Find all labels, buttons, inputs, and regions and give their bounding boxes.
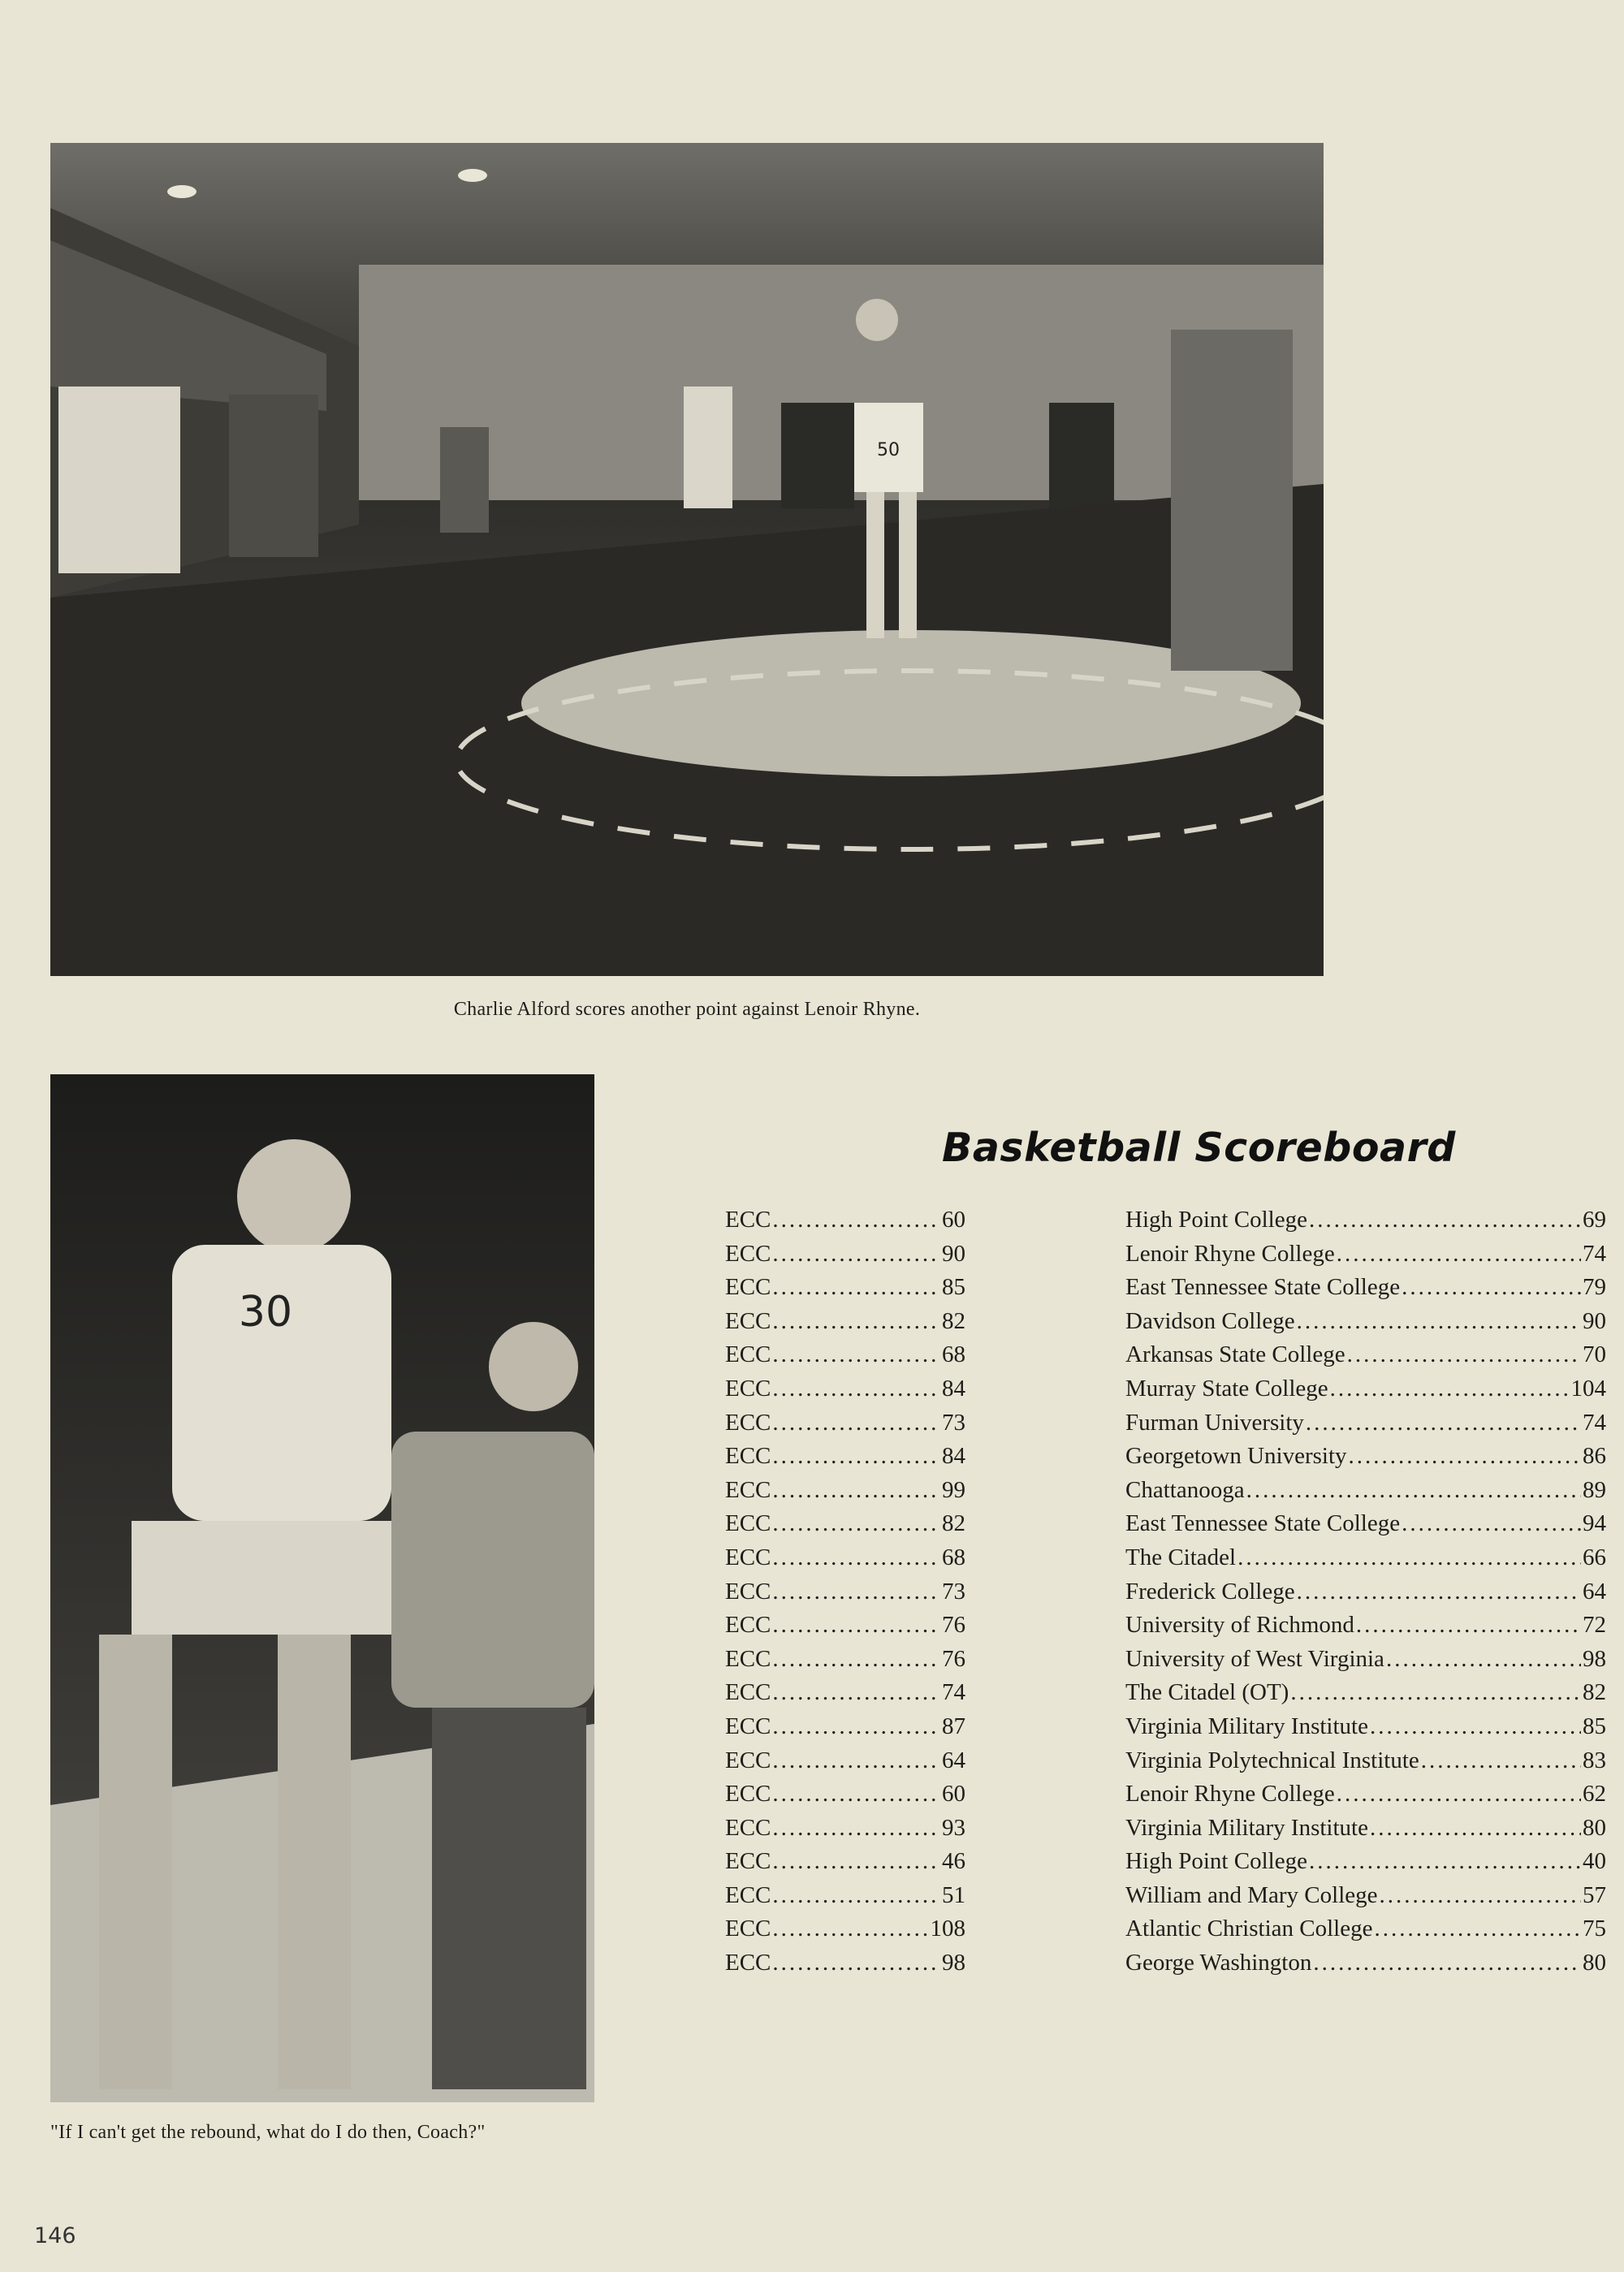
- ecc-score-row-label: ECC: [725, 1950, 771, 1976]
- ecc-scores-column: [725, 1207, 965, 1984]
- opponent-row: [1125, 1443, 1606, 1477]
- ecc-score-row-score: 60: [942, 1781, 965, 1808]
- ecc-score-row-score: 85: [942, 1274, 965, 1301]
- ecc-score-row-label: ECC: [725, 1916, 771, 1942]
- dot-leader: [1421, 1747, 1581, 1774]
- dot-leader: [772, 1747, 940, 1774]
- ecc-score-row: [725, 1274, 965, 1308]
- ecc-score-row-label: ECC: [725, 1848, 771, 1875]
- dot-leader: [1297, 1579, 1581, 1605]
- dot-leader: [1349, 1443, 1582, 1470]
- ecc-score-row-label: ECC: [725, 1307, 771, 1334]
- dot-leader: [772, 1916, 928, 1942]
- dot-leader: [772, 1477, 940, 1504]
- ecc-score-row-label: ECC: [725, 1240, 771, 1267]
- player-and-boy-photo: [50, 1074, 594, 2102]
- dot-leader: [772, 1510, 940, 1537]
- opponent-row-label: East Tennessee State College: [1125, 1274, 1401, 1301]
- ecc-score-row-label: ECC: [725, 1814, 771, 1841]
- ecc-score-row-score: 76: [942, 1645, 965, 1672]
- opponent-row-score: 86: [1583, 1443, 1606, 1470]
- dot-leader: [1313, 1950, 1581, 1976]
- ecc-score-row: [725, 1443, 965, 1477]
- opponent-row: [1125, 1848, 1606, 1882]
- opponent-row-label: Arkansas State College: [1125, 1341, 1345, 1368]
- opponent-row-score: 79: [1583, 1274, 1606, 1301]
- ecc-score-row-label: ECC: [725, 1645, 771, 1672]
- ecc-score-row-score: 108: [930, 1916, 965, 1942]
- opponent-row-score: 57: [1583, 1881, 1606, 1908]
- opponent-row: [1125, 1646, 1606, 1680]
- ecc-score-row-score: 87: [942, 1713, 965, 1739]
- opponent-row-score: 104: [1570, 1375, 1606, 1402]
- dot-leader: [772, 1950, 940, 1976]
- opponent-row: [1125, 1612, 1606, 1646]
- dot-leader: [772, 1882, 940, 1909]
- dot-leader: [1347, 1341, 1581, 1368]
- dot-leader: [1402, 1274, 1581, 1301]
- ecc-score-row-label: ECC: [725, 1713, 771, 1739]
- ecc-score-row-score: 51: [942, 1881, 965, 1908]
- ecc-score-row: [725, 1410, 965, 1444]
- dot-leader: [772, 1376, 940, 1402]
- opponent-row: [1125, 1477, 1606, 1511]
- opponent-row-label: High Point College: [1125, 1207, 1307, 1233]
- ecc-score-row-label: ECC: [725, 1578, 771, 1605]
- opponent-row-score: 62: [1583, 1781, 1606, 1808]
- ecc-score-row-label: ECC: [725, 1207, 771, 1233]
- dot-leader: [772, 1410, 940, 1436]
- opponent-row: [1125, 1510, 1606, 1544]
- player-jersey-number: 30: [238, 1288, 293, 1337]
- ecc-score-row-label: ECC: [725, 1476, 771, 1503]
- ecc-score-row: [725, 1341, 965, 1376]
- ecc-score-row: [725, 1477, 965, 1511]
- opponent-row: [1125, 1916, 1606, 1950]
- opponent-row: [1125, 1679, 1606, 1713]
- dot-leader: [772, 1579, 940, 1605]
- opponent-row: [1125, 1207, 1606, 1241]
- opponent-row-score: 80: [1583, 1950, 1606, 1976]
- opponent-row-score: 80: [1583, 1814, 1606, 1841]
- opponent-row-label: Lenoir Rhyne College: [1125, 1781, 1335, 1808]
- ecc-score-row: [725, 1612, 965, 1646]
- ecc-score-row-score: 46: [942, 1848, 965, 1875]
- opponent-row-label: Frederick College: [1125, 1578, 1295, 1605]
- dot-leader: [1237, 1544, 1581, 1571]
- dot-leader: [1374, 1916, 1581, 1942]
- opponent-row-label: The Citadel (OT): [1125, 1679, 1289, 1706]
- ecc-score-row: [725, 1579, 965, 1613]
- ecc-score-row: [725, 1916, 965, 1950]
- top-photo-caption: Charlie Alford scores another point against Lenoir Rhyne.: [453, 999, 921, 1020]
- opponent-row-score: 64: [1583, 1578, 1606, 1605]
- ecc-score-row: [725, 1241, 965, 1275]
- opponent-row-label: The Citadel: [1125, 1544, 1237, 1570]
- opponent-row-label: Lenoir Rhyne College: [1125, 1240, 1335, 1267]
- ecc-score-row-label: ECC: [725, 1443, 771, 1470]
- opponent-row: [1125, 1781, 1606, 1815]
- opponent-row: [1125, 1882, 1606, 1916]
- dot-leader: [1290, 1679, 1581, 1706]
- dot-leader: [1356, 1612, 1581, 1639]
- opponent-row-label: Chattanooga: [1125, 1476, 1245, 1503]
- opponent-row-score: 94: [1583, 1510, 1606, 1537]
- opponent-row-label: Virginia Military Institute: [1125, 1814, 1368, 1841]
- opponent-row-label: Virginia Military Institute: [1125, 1713, 1368, 1739]
- shooter-jersey-text: 50: [877, 440, 900, 460]
- dot-leader: [772, 1241, 940, 1268]
- ecc-score-row-score: 98: [942, 1950, 965, 1976]
- dot-leader: [772, 1848, 940, 1875]
- opponent-row-score: 75: [1583, 1916, 1606, 1942]
- player-and-boy-photo-art: [50, 1074, 594, 2102]
- dot-leader: [772, 1443, 940, 1470]
- opponent-row-score: 66: [1583, 1544, 1606, 1570]
- ecc-score-row: [725, 1713, 965, 1747]
- dot-leader: [772, 1646, 940, 1673]
- ecc-score-row-score: 73: [942, 1578, 965, 1605]
- opponent-row-score: 69: [1583, 1207, 1606, 1233]
- opponent-row: [1125, 1241, 1606, 1275]
- opponent-row-score: 74: [1583, 1240, 1606, 1267]
- opponent-row-label: Georgetown University: [1125, 1443, 1347, 1470]
- ecc-score-row-label: ECC: [725, 1409, 771, 1436]
- opponent-row: [1125, 1308, 1606, 1342]
- opponent-row: [1125, 1376, 1606, 1410]
- opponent-row-score: 89: [1583, 1476, 1606, 1503]
- ecc-score-row: [725, 1510, 965, 1544]
- opponent-row-label: Murray State College: [1125, 1375, 1328, 1402]
- ecc-score-row-score: 93: [942, 1814, 965, 1841]
- ecc-score-row-score: 74: [942, 1679, 965, 1706]
- ecc-score-row-score: 84: [942, 1375, 965, 1402]
- dot-leader: [772, 1781, 940, 1808]
- dot-leader: [1297, 1308, 1581, 1335]
- dot-leader: [1337, 1781, 1581, 1808]
- free-throw-photo-art: [50, 143, 1324, 976]
- opponent-row-label: Davidson College: [1125, 1307, 1295, 1334]
- opponent-row-label: George Washington: [1125, 1950, 1312, 1976]
- opponent-scores-column: [1125, 1207, 1606, 1984]
- opponent-row: [1125, 1579, 1606, 1613]
- opponent-row-label: Furman University: [1125, 1409, 1304, 1436]
- opponent-row-label: Atlantic Christian College: [1125, 1916, 1373, 1942]
- ecc-score-row-label: ECC: [725, 1510, 771, 1537]
- opponent-row-score: 82: [1583, 1679, 1606, 1706]
- ecc-score-row-score: 90: [942, 1240, 965, 1267]
- opponent-row-score: 74: [1583, 1409, 1606, 1436]
- ecc-score-row: [725, 1376, 965, 1410]
- ecc-score-row-label: ECC: [725, 1781, 771, 1808]
- ecc-score-row-label: ECC: [725, 1612, 771, 1639]
- opponent-row: [1125, 1950, 1606, 1984]
- ecc-score-row-score: 68: [942, 1341, 965, 1368]
- page-number: 146: [34, 2223, 76, 2248]
- ecc-score-row-score: 60: [942, 1207, 965, 1233]
- opponent-row: [1125, 1713, 1606, 1747]
- ecc-score-row-label: ECC: [725, 1747, 771, 1773]
- dot-leader: [1380, 1882, 1581, 1909]
- ecc-score-row: [725, 1207, 965, 1241]
- opponent-row-label: University of West Virginia: [1125, 1645, 1384, 1672]
- opponent-row: [1125, 1815, 1606, 1849]
- dot-leader: [1337, 1241, 1581, 1268]
- ecc-score-row-label: ECC: [725, 1341, 771, 1368]
- ecc-score-row-label: ECC: [725, 1375, 771, 1402]
- ecc-score-row-label: ECC: [725, 1274, 771, 1301]
- ecc-score-row-score: 99: [942, 1476, 965, 1503]
- dot-leader: [772, 1612, 940, 1639]
- ecc-score-row-score: 76: [942, 1612, 965, 1639]
- ecc-score-row: [725, 1781, 965, 1815]
- dot-leader: [1330, 1376, 1570, 1402]
- free-throw-photo: [50, 143, 1324, 976]
- dot-leader: [772, 1544, 940, 1571]
- dot-leader: [1309, 1848, 1581, 1875]
- ecc-score-row: [725, 1646, 965, 1680]
- ecc-score-row-score: 73: [942, 1409, 965, 1436]
- ecc-score-row-score: 82: [942, 1307, 965, 1334]
- opponent-row-label: East Tennessee State College: [1125, 1510, 1401, 1537]
- ecc-score-row-score: 82: [942, 1510, 965, 1537]
- opponent-row: [1125, 1410, 1606, 1444]
- scoreboard-title: Basketball Scoreboard: [942, 1125, 1456, 1171]
- ecc-score-row: [725, 1882, 965, 1916]
- ecc-score-row: [725, 1308, 965, 1342]
- opponent-row-score: 98: [1583, 1645, 1606, 1672]
- dot-leader: [772, 1815, 940, 1842]
- bottom-photo-caption: "If I can't get the rebound, what do I do then, Coach?": [50, 2122, 486, 2143]
- opponent-row: [1125, 1274, 1606, 1308]
- opponent-row-score: 85: [1583, 1713, 1606, 1739]
- dot-leader: [772, 1341, 940, 1368]
- opponent-row-label: University of Richmond: [1125, 1612, 1354, 1639]
- opponent-row: [1125, 1341, 1606, 1376]
- opponent-row-label: High Point College: [1125, 1848, 1307, 1875]
- dot-leader: [772, 1207, 940, 1233]
- dot-leader: [1370, 1815, 1581, 1842]
- ecc-score-row-score: 84: [942, 1443, 965, 1470]
- opponent-row-score: 83: [1583, 1747, 1606, 1773]
- opponent-row-label: Virginia Polytechnical Institute: [1125, 1747, 1419, 1773]
- opponent-row-label: William and Mary College: [1125, 1881, 1378, 1908]
- ecc-score-row: [725, 1848, 965, 1882]
- ecc-score-row: [725, 1950, 965, 1984]
- ecc-score-row-score: 68: [942, 1544, 965, 1570]
- opponent-row-score: 70: [1583, 1341, 1606, 1368]
- dot-leader: [1370, 1713, 1581, 1740]
- opponent-row: [1125, 1544, 1606, 1579]
- opponent-row-score: 90: [1583, 1307, 1606, 1334]
- dot-leader: [772, 1679, 940, 1706]
- dot-leader: [1306, 1410, 1581, 1436]
- ecc-score-row-score: 64: [942, 1747, 965, 1773]
- ecc-score-row: [725, 1747, 965, 1782]
- opponent-row-score: 72: [1583, 1612, 1606, 1639]
- dot-leader: [772, 1274, 940, 1301]
- ecc-score-row-label: ECC: [725, 1679, 771, 1706]
- dot-leader: [772, 1308, 940, 1335]
- ecc-score-row: [725, 1679, 965, 1713]
- dot-leader: [1402, 1510, 1581, 1537]
- opponent-row: [1125, 1747, 1606, 1782]
- ecc-score-row-label: ECC: [725, 1881, 771, 1908]
- dot-leader: [772, 1713, 940, 1740]
- dot-leader: [1386, 1646, 1581, 1673]
- opponent-row-score: 40: [1583, 1848, 1606, 1875]
- dot-leader: [1246, 1477, 1581, 1504]
- ecc-score-row-label: ECC: [725, 1544, 771, 1570]
- ecc-score-row: [725, 1815, 965, 1849]
- ecc-score-row: [725, 1544, 965, 1579]
- dot-leader: [1309, 1207, 1581, 1233]
